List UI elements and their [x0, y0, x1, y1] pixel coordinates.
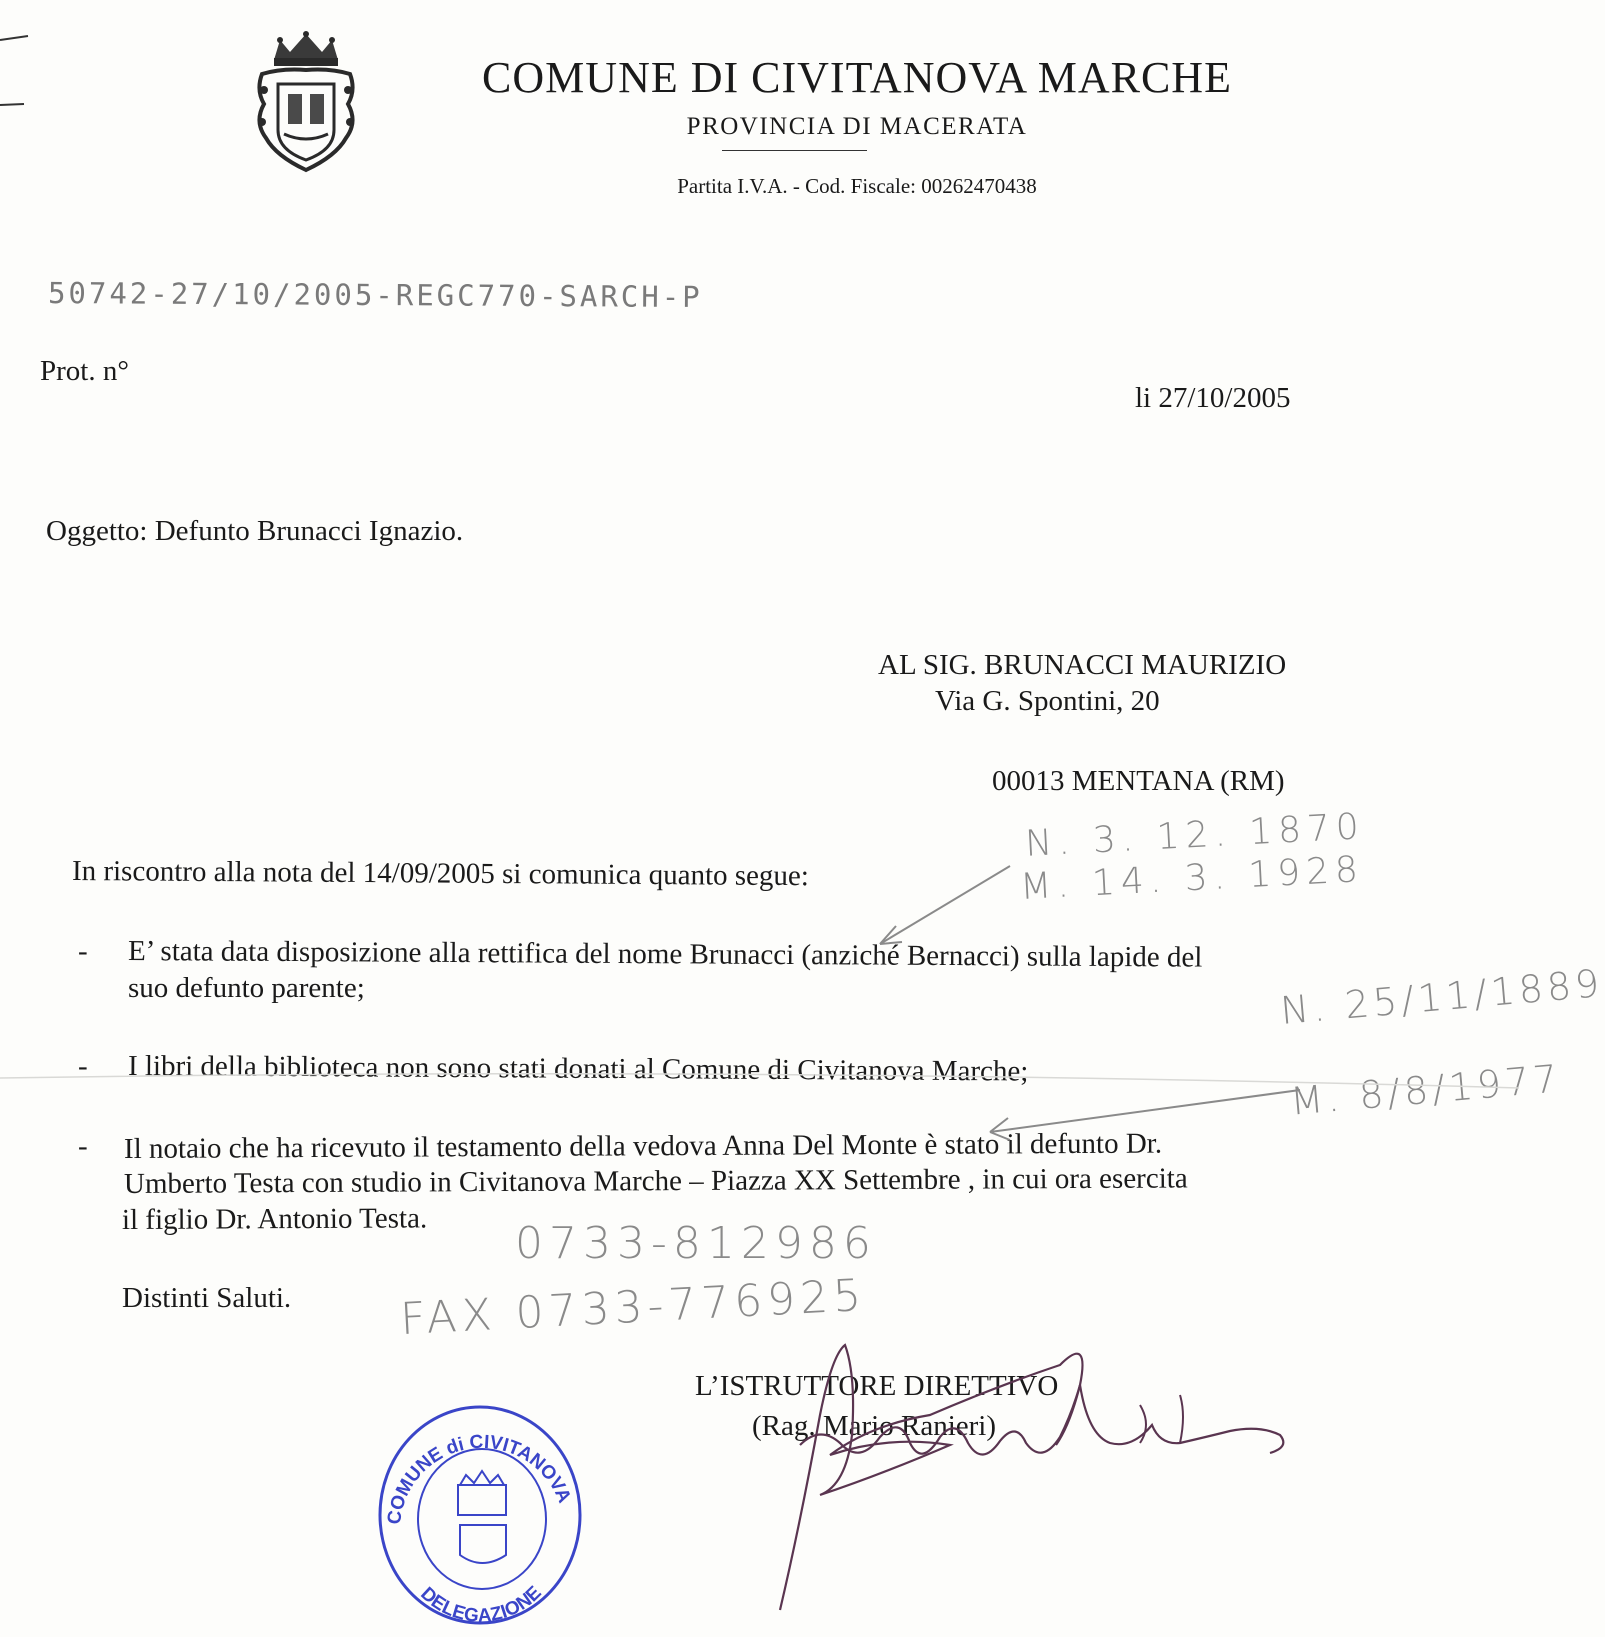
- recipient-name: AL SIG. BRUNACCI MAURIZIO: [878, 649, 1287, 681]
- body-intro: In riscontro alla nota del 14/09/2005 si comunica quanto segue:: [71, 855, 810, 893]
- signer-name: (Rag. Mario Ranieri): [752, 1410, 997, 1442]
- bullet-marker: -: [78, 1050, 88, 1082]
- handwritten-fax: FAX 0733-776925: [398, 1269, 868, 1346]
- protocol-label: Prot. n°: [40, 355, 129, 387]
- recipient-city: 00013 MENTANA (RM): [992, 765, 1285, 797]
- handwritten-phone: 0733-812986: [515, 1218, 877, 1269]
- handwritten-death-2: M. 8/8/1977: [1288, 1056, 1564, 1124]
- bullet-1-line-2: suo defunto parente;: [128, 972, 365, 1004]
- protocol-stamp: 50742-27/10/2005-REGC770-SARCH-P: [47, 276, 703, 314]
- province-name: PROVINCIA DI MACERATA: [686, 113, 1028, 140]
- handwritten-birth-1: N. 3. 12. 1870: [1024, 806, 1366, 865]
- tax-ids: Partita I.V.A. - Cod. Fiscale: 00262470438: [677, 174, 1037, 198]
- signer-role: L’ISTRUTTORE DIRETTIVO: [695, 1370, 1059, 1402]
- stamp-text: COMUNE di CIVITANOVA: [383, 1431, 575, 1526]
- closing-greeting: Distinti Saluti.: [122, 1282, 292, 1314]
- stamp-bottom-text: DELEGAZIONE: [416, 1582, 546, 1627]
- bullet-marker: -: [78, 935, 88, 967]
- handwritten-birth-2: N. 25/11/1889: [1278, 960, 1605, 1034]
- handwritten-death-1: M. 14. 3. 1928: [1019, 849, 1365, 908]
- letter-date: li 27/10/2005: [1135, 382, 1291, 414]
- bullet-3-line-3: il figlio Dr. Antonio Testa.: [121, 1202, 428, 1236]
- bullet-2-line-1: I libri della biblioteca non sono stati donati al Comune di Civitanova Marche;: [127, 1050, 1029, 1088]
- bullet-marker: -: [78, 1130, 88, 1162]
- bullet-1-line-1: E’ stata data disposizione alla rettifica del nome Brunacci (anziché Bernacci) sulla lapide del: [127, 935, 1203, 974]
- municipal-stamp: [370, 1395, 590, 1630]
- municipality-name: COMUNE DI CIVITANOVA MARCHE: [482, 53, 1232, 102]
- recipient-street: Via G. Spontini, 20: [935, 685, 1160, 717]
- signature-image: [760, 1325, 1320, 1615]
- bullet-3-line-2: Umberto Testa con studio in Civitanova Marche – Piazza XX Settembre , in cui ora esercita: [123, 1162, 1188, 1200]
- letter-subject: Oggetto: Defunto Brunacci Ignazio.: [46, 515, 464, 547]
- bullet-3-line-1: Il notaio che ha ricevuto il testamento della vedova Anna Del Monte è stato il defunto Dr.: [123, 1127, 1163, 1165]
